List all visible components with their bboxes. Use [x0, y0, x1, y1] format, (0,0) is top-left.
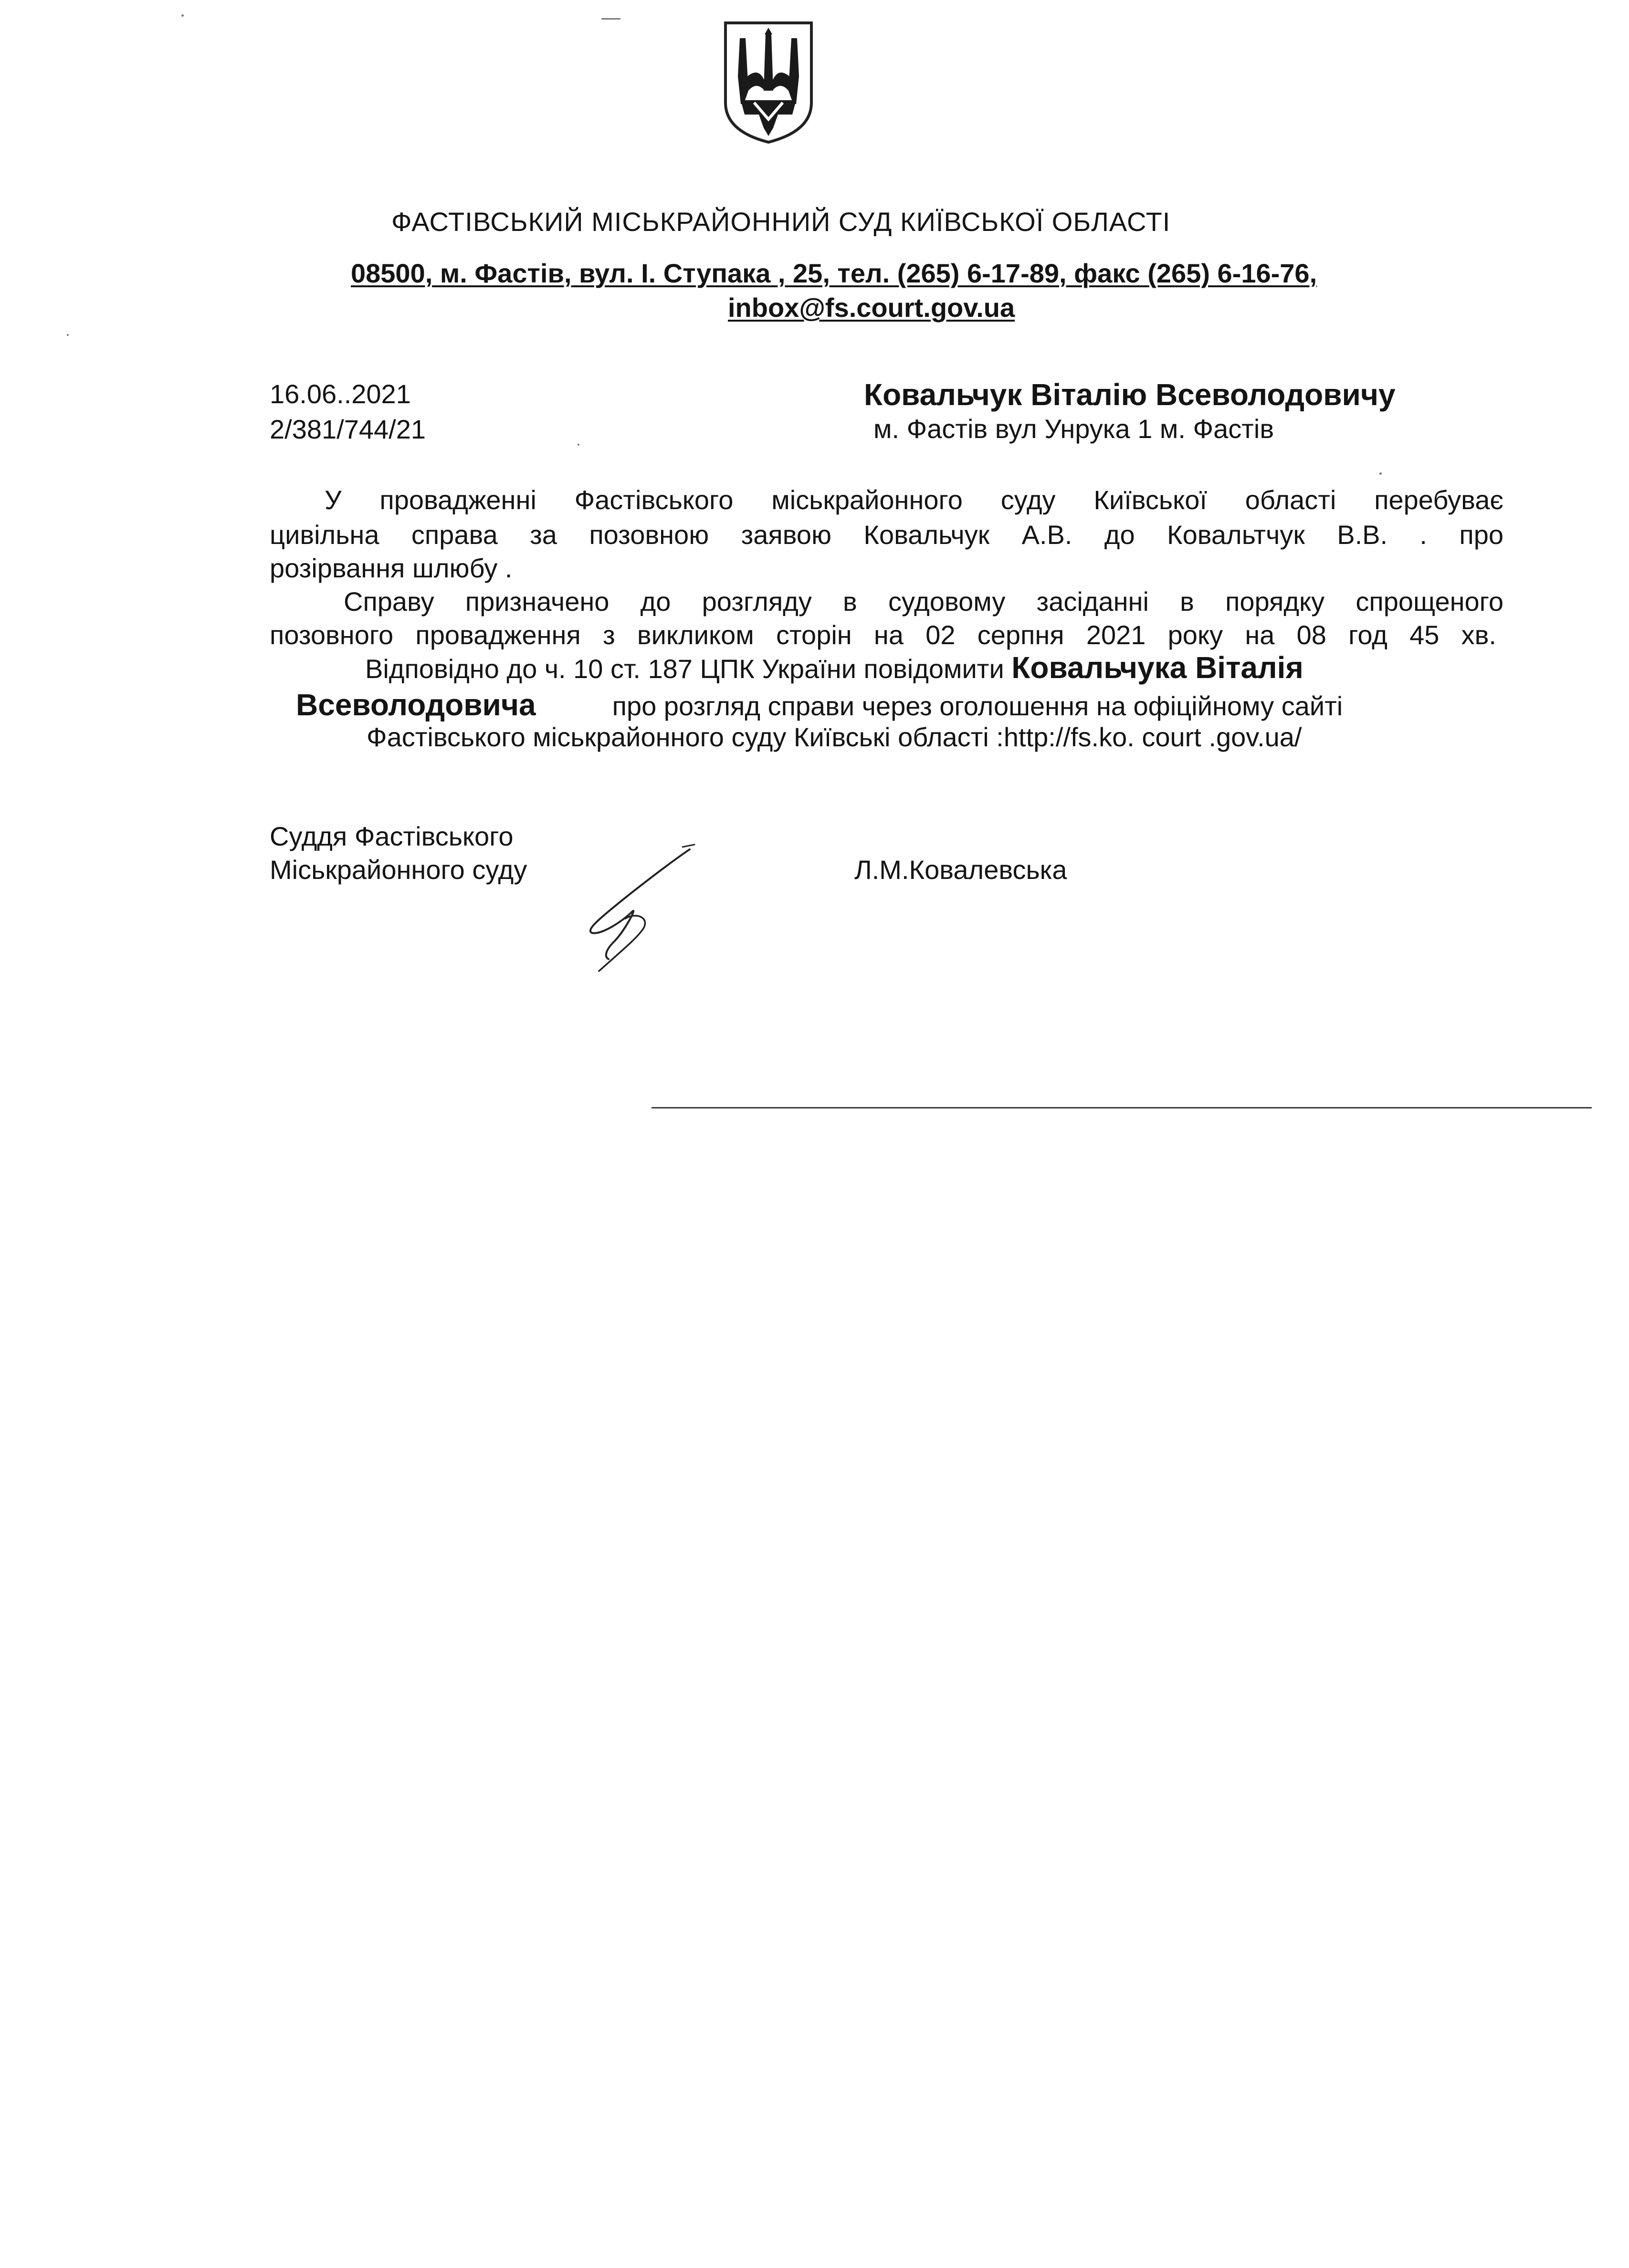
body-p1-line2: цивільна справа за позовною заявою Ковальчук А.В. до Ковальтчук В.В. . про — [270, 520, 1503, 550]
bottom-divider — [652, 1107, 1592, 1108]
scan-speck — [67, 334, 69, 336]
case-number: 2/381/744/21 — [270, 414, 426, 444]
judge-title-line2: Міськрайонного суду — [270, 855, 527, 885]
document-date: 16.06..2021 — [270, 379, 411, 409]
body-p3-name-part2: Всеволодовича — [296, 688, 536, 722]
scan-speck — [578, 444, 579, 446]
court-name: ФАСТІВСЬКИЙ МІСЬКРАЙОННИЙ СУД КИЇВСЬКОЇ ОБЛАСТІ — [391, 207, 1171, 237]
body-p3-name-part1: Ковальчука Віталія — [1011, 650, 1303, 685]
body-p3-line1 — [365, 650, 1303, 685]
court-address: 08500, м. Фастів, вул. І. Ступака , 25, тел. (265) 6-17-89, факс (265) 6-16-76, — [351, 258, 1317, 288]
judge-title-line1: Суддя Фастівського — [270, 821, 514, 851]
judge-name: Л.М.Ковалевська — [854, 855, 1067, 885]
scan-speck — [601, 18, 620, 20]
body-p2-line2: позовного провадження з викликом сторін на 02 серпня 2021 року на 08 год 45 хв. — [270, 620, 1496, 650]
recipient-name: Ковальчук Віталію Всеволодовичу — [864, 377, 1396, 412]
body-p3-line3: Фастівського міськрайонного суду Київські області :http://fs.ko. court .gov.ua/ — [367, 722, 1302, 752]
body-p1-line1: У провадженні Фастівського міськрайонного суду Київської області перебуває — [325, 485, 1503, 515]
body-p1-line3: розірвання шлюбу . — [270, 553, 513, 583]
court-email: inbox@fs.court.gov.ua — [728, 293, 1015, 323]
coat-of-arms-icon — [721, 19, 816, 146]
body-p3-rest: про розгляд справи через оголошення на офіційному сайті — [612, 691, 1343, 721]
handwritten-signature — [580, 840, 704, 973]
body-p3-line2 — [296, 687, 1343, 722]
recipient-address: м. Фастів вул Унрука 1 м. Фастів — [873, 414, 1274, 444]
scan-speck — [1379, 472, 1382, 475]
body-p2-line1: Справу призначено до розгляду в судовому засіданні в порядку спрощеного — [344, 586, 1503, 617]
body-p3-prefix: Відповідно до ч. 10 ст. 187 ЦПК України повідомити — [365, 654, 1012, 684]
scan-speck — [181, 14, 184, 17]
